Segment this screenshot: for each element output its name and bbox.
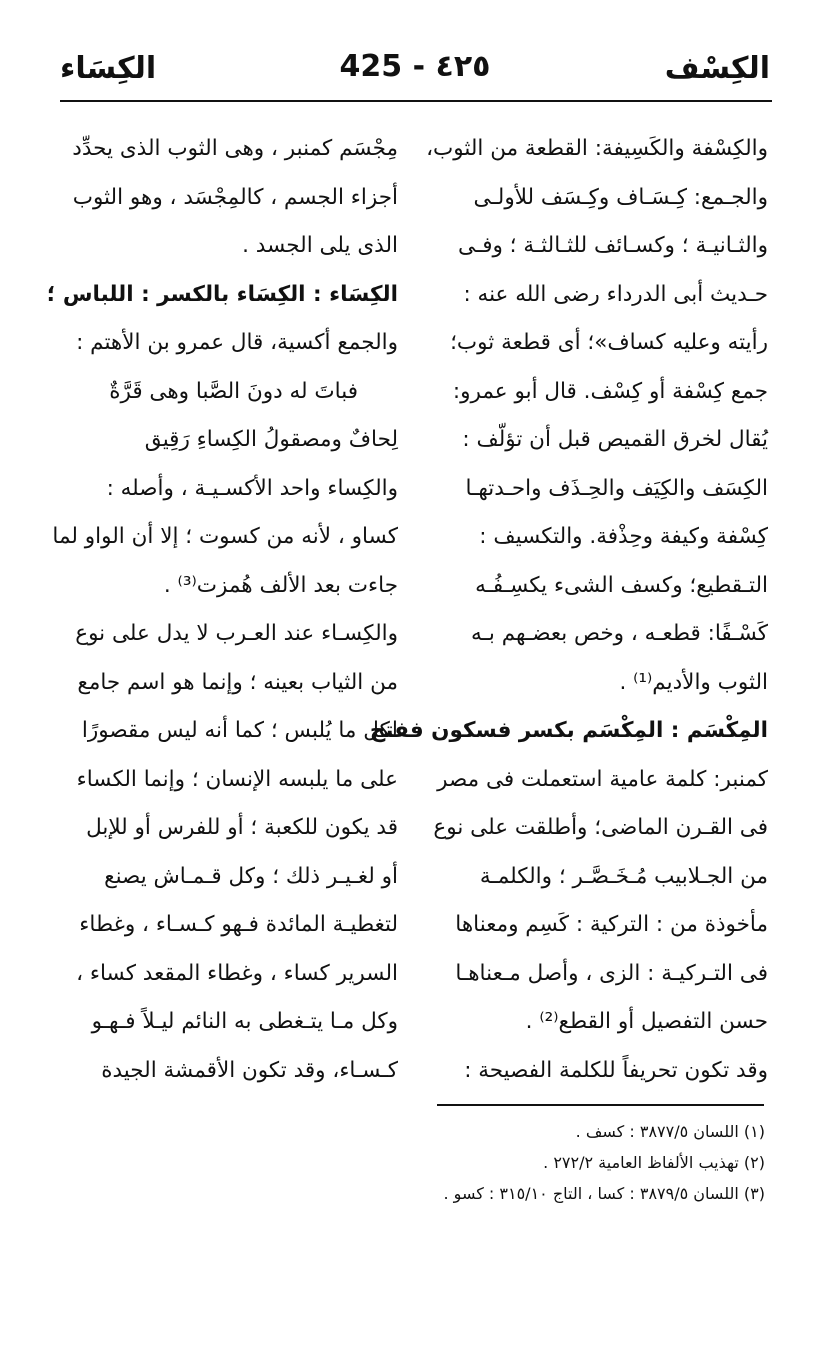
text-line: والجـمع: كِـسَـاف وكِـسَف للأولـى: [473, 184, 768, 210]
header-right-word: الكِسْف: [664, 51, 770, 86]
text-line: والجمع أكسية، قال عمرو بن الأهتم :: [76, 330, 398, 355]
text-line: الذى يلى الجسد .: [242, 233, 398, 258]
footnote-2: (٢) تهذيب الألفاظ العامية ٢٧٢/٢ .: [543, 1153, 765, 1172]
footnote-rule: [437, 1104, 764, 1106]
text-line: حـديث أبى الدرداء رضى الله عنه :: [463, 281, 768, 307]
footnotes: [360, 1116, 765, 1209]
verse-line: فباتَ له دونَ الصَّبا وهى قَرَّةٌ: [109, 378, 358, 404]
footnote-1: (١) اللسان ٣٨٧٧/٥ : كسف .: [575, 1122, 765, 1141]
text-line: يُقال لخرق القميص قبل أن تؤلّف :: [462, 427, 768, 452]
text-line: الثوب والأديم⁽¹⁾ .: [619, 669, 768, 695]
text-line: فى القـرن الماضى؛ وأطلقت على نوع: [433, 815, 768, 840]
text-line: رأيته وعليه كساف»؛ أى قطعة ثوب؛: [450, 330, 768, 355]
text-line: كمنبر: كلمة عامية استعملت فى مصر: [437, 766, 768, 792]
left-column: [48, 125, 398, 1095]
entry-heading-line: الكِسَاء : الكِسَاء بالكسر : اللباس ؛: [46, 281, 398, 307]
text-line: من الثياب بعينه ؛ وإنما هو اسم جامع: [77, 669, 398, 695]
running-header: [60, 45, 770, 95]
text-line: السرير كساء ، وغطاء المقعد كساء ،: [76, 960, 398, 986]
page-number: 425 - ٤٢٥: [339, 49, 491, 84]
text-line: جمع كِسْفة أو كِسْف. قال أبو عمرو:: [452, 378, 768, 404]
header-left-word: الكِسَاء: [60, 51, 157, 86]
text-line: والكِسـاء عند العـرب لا يدل على نوع: [75, 621, 398, 646]
text-line: حسن التفصيل أو القطع⁽²⁾ .: [525, 1009, 768, 1034]
text-line: أجزاء الجسم ، كالمِجْسَد ، وهو الثوب: [72, 184, 398, 210]
verse-line: لِحافٌ ومصقولُ الكِساءِ رَقِيق: [144, 427, 398, 452]
text-line: مِجْسَم كمنبر ، وهى الثوب الذى يحدِّد: [72, 136, 398, 161]
text-line: من الجـلابيب مُـخَـصَّـر ؛ والكلمـة: [479, 863, 768, 889]
text-line: وقد تكون تحريفاً للكلمة الفصيحة :: [464, 1057, 768, 1083]
text-line: وكل مـا يتـغطى به النائم ليـلاً فـهـو: [91, 1009, 398, 1034]
text-line: كِسْفة وكيفة وحِذْفة. والتكسيف :: [479, 524, 768, 549]
entry-heading-line: المِكْسَم : المِكْسَم بكسر فسكون ففتح: [369, 718, 768, 743]
text-line: والثـانيـة ؛ وكسـائف للثـالثـة ؛ وفـى: [457, 233, 768, 258]
text-line: مأخوذة من : التركية : كَسِم ومعناها: [455, 912, 768, 937]
footnote-3: (٣) اللسان ٣٨٧٩/٥ : كسا ، التاج ٣١٥/١٠ : كسو .: [443, 1184, 765, 1203]
text-line: الكِسَف والكِيَف والحِـذَف واحـدتهـا: [465, 475, 768, 501]
text-line: لتغطيـة المائدة فـهو كـسـاء ، وغطاء: [79, 912, 398, 937]
text-line: التـقطيع؛ وكسف الشىء يكسِـفُـه: [475, 572, 768, 598]
text-line: كساو ، لأنه من كسوت ؛ إلا أن الواو لما: [52, 524, 398, 549]
text-line: والكِسْفة والكَسِيفة: القطعة من الثوب،: [426, 136, 768, 161]
right-column: [369, 125, 768, 1095]
text-line: كـسـاء، وقد تكون الأقمشة الجيدة: [101, 1057, 398, 1083]
text-line: جاءت بعد الألف هُمزت⁽³⁾ .: [163, 572, 398, 598]
text-line: فى التـركيـة : الزى ، وأصل مـعناهـا: [455, 960, 768, 986]
text-line: قد يكون للكعبة ؛ أو للفرس أو للإبل: [86, 815, 398, 840]
text-line: لكل ما يُلبس ؛ كما أنه ليس مقصورًا: [81, 718, 398, 743]
text-line: أو لغـيـر ذلك ؛ وكل قـمـاش يصنع: [104, 863, 398, 889]
text-line: على ما يلبسه الإنسان ؛ وإنما الكساء: [76, 766, 398, 792]
text-line: والكِساء واحد الأكسـيـة ، وأصله :: [106, 475, 398, 501]
header-rule: [60, 100, 772, 102]
text-line: كَسْـفًا: قطعـه ، وخص بعضـهم بـه: [471, 621, 768, 646]
